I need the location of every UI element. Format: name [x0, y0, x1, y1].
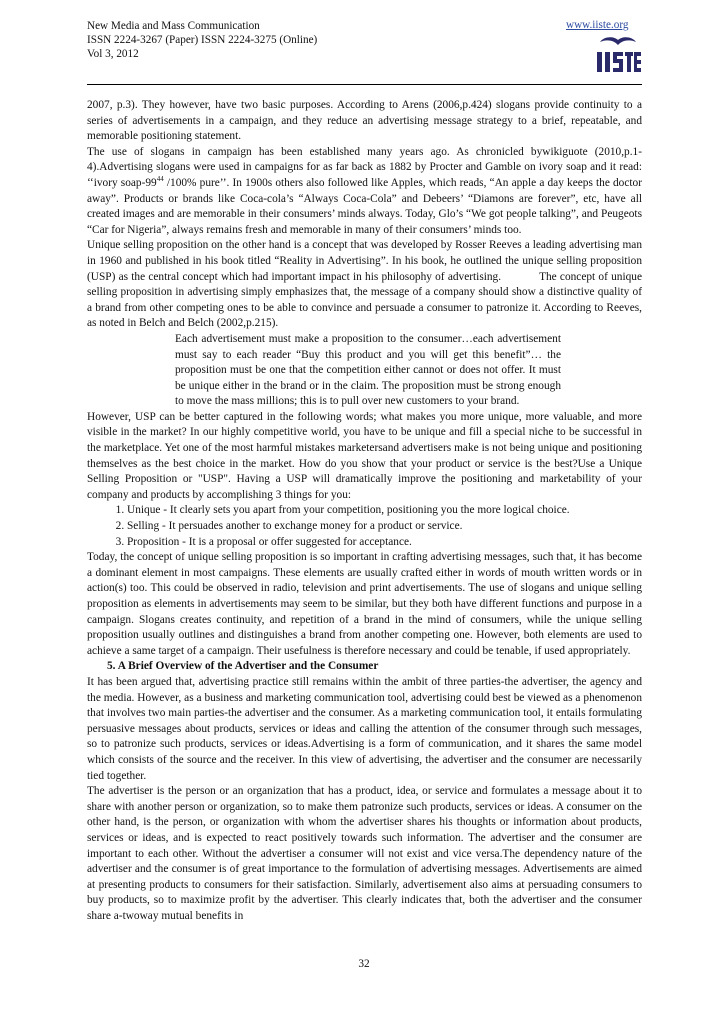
iiste-logo — [594, 36, 642, 76]
usp-list — [87, 503, 642, 550]
list-item: 3. Proposition - It is a proposal or offer suggested for acceptance. — [127, 535, 642, 551]
page-number: 32 — [358, 958, 370, 970]
list-item: 2. Selling - It persuades another to exchange money for a product or service. — [127, 519, 642, 535]
paragraph: The use of slogans in campaign has been established many years ago. As chronicled bywikiguote (2010,p.1-4).Advertising slogans were used in campaigns for as far back as 1882 by Procter and Gamble on ivory soap and it read: ‘‘ivory soap-$99^{44}$ /100% pure’’. In 1900s others also followed like Apples, which reads, “An apple a day keeps the doctor away”. Products or brands like Coca-cola’s “Always Coca-Cola” and Debeers’ “Diamons are forever”, etc, have all created images and are memorable in their consumers’ minds always. Today, Glo’s “We got people talking”, and Peugeots “Car for Nigeria”, always remains fresh and memorable in many of their consumers’ minds too. — [87, 145, 642, 236]
paragraph: The advertiser is the person or an organization that has a product, idea, or service and formulates a message about it to share with another person or organization, so to make them patronize such products, services or ideas. A consumer on the other hand, is the person, or organization with whom the advertiser shares his thoughts or information about products, services or ideas, and is expected to react positively towards such information. The advertiser and the consumer are important to each other. Without the advertiser a consumer will not exist and vice versa.The dependency nature of the advertiser and the consumer is of great importance to the formulation of advertising messages. Advertisements are aimed at presenting products to consumers for their satisfaction. Similarly, advertisement also aims at persuading consumers to buy products, so to maximize profit by the advertiser. This clearly indicates that, both the advertiser and the consumer share a-twoway mutual benefits in — [87, 785, 642, 922]
paragraph: 2007, p.3). They however, have two basic purposes. According to Arens (2006,p.424) slogans provide continuity to a series of advertisements in a campaign, and they reduce an advertising message strategy to a brief, repeatable, and memorable positioning statement. — [87, 99, 642, 143]
header-divider — [87, 84, 642, 85]
journal-url-link[interactable]: www.iiste.org — [566, 19, 629, 31]
body-text — [87, 98, 642, 924]
list-item: 1. Unique - It clearly sets you apart from your competition, positioning you the more logical choice. — [127, 503, 642, 519]
issn-line: ISSN 2224-3267 (Paper) ISSN 2224-3275 (Online) — [87, 34, 318, 46]
paragraph: Today, the concept of unique selling proposition is so important in crafting advertising messages, such that, it has become a dominant element in most campaigns. These elements are usually crafted either in words of mouth written words or in action(s) too. This could be observed in radio, television and print advertisements. The use of slogans and unique selling proposition as elements in advertisements may seem to be similar, but they both have different functions and purpose in a campaign. Slogans creates continuity, and repetition of a brand in the mind of consumers, while the unique selling proposition usually outlines and distinguishes a brand from another competing one. However, both elements are used to achieve a same target of a campaign. Their usefulness is therefore necessary and could be tenable, if used appropriately. — [87, 551, 642, 657]
paragraph: Unique selling proposition on the other hand is a concept that was developed by Rosser Reeves a leading advertising man in 1960 and published in his book titled “Reality in Advertising”. In his book, he outlined the unique selling proposition (USP) as the central concept which had important impact in his philosophy of advertising. The concept of unique selling proposition in advertising simply emphasizes that, the message of a company should show a distinctive quality of a brand from other competing ones to be able to convince and persuade a consumer to patronize it. According to Reeves, as noted in Belch and Belch (2002,p.215). — [87, 239, 642, 330]
journal-title: New Media and Mass Communication — [87, 20, 260, 32]
block-quote: Each advertisement must make a proposition to the consumer…each advertisement must say to each reader “Buy this product and you will get this benefit”… the proposition must be one that the competition either cannot or does not offer. It must be unique either in the brand or in the claim. The proposition must be strong enough to move the mass millions; this is to pull over new customers to your brand. — [175, 332, 561, 408]
volume-line: Vol 3, 2012 — [87, 48, 139, 60]
paragraph: However, USP can be better captured in the following words; what makes you more unique, more valuable, and more visible in the market? In our highly competitive world, you have to be unique and fill a special niche to be successful in the marketplace. Yet one of the most harmful mistakes marketersand advertisers make is not being unique and positioning themselves as the best choice in the market. How do you show that your product or service is the best?Use a Unique Selling Proposition or "USP". Having a USP will dramatically improve the positioning and marketability of your company and products by accomplishing 3 things for you: — [87, 410, 642, 501]
section-heading: 5. A Brief Overview of the Advertiser and the Consumer — [107, 660, 379, 673]
paragraph: It has been argued that, advertising practice still remains within the ambit of three parties-the advertiser, the agency and the media. However, as a business and marketing communication tool, advertising could best be viewed as a phenomenon that involves two main parties-the advertiser and the consumer. As a marketing communication tool, it entails formulating persuasive messages about products, services or ideas and calling the attention of the consumer through such messages, so to patronize such products, services or ideas.Advertising is a form of communication, and it shares the same model which consists of the source and the receiver. In this view of advertising, the advertiser and the consumer are necessarily tied together. — [87, 675, 642, 782]
